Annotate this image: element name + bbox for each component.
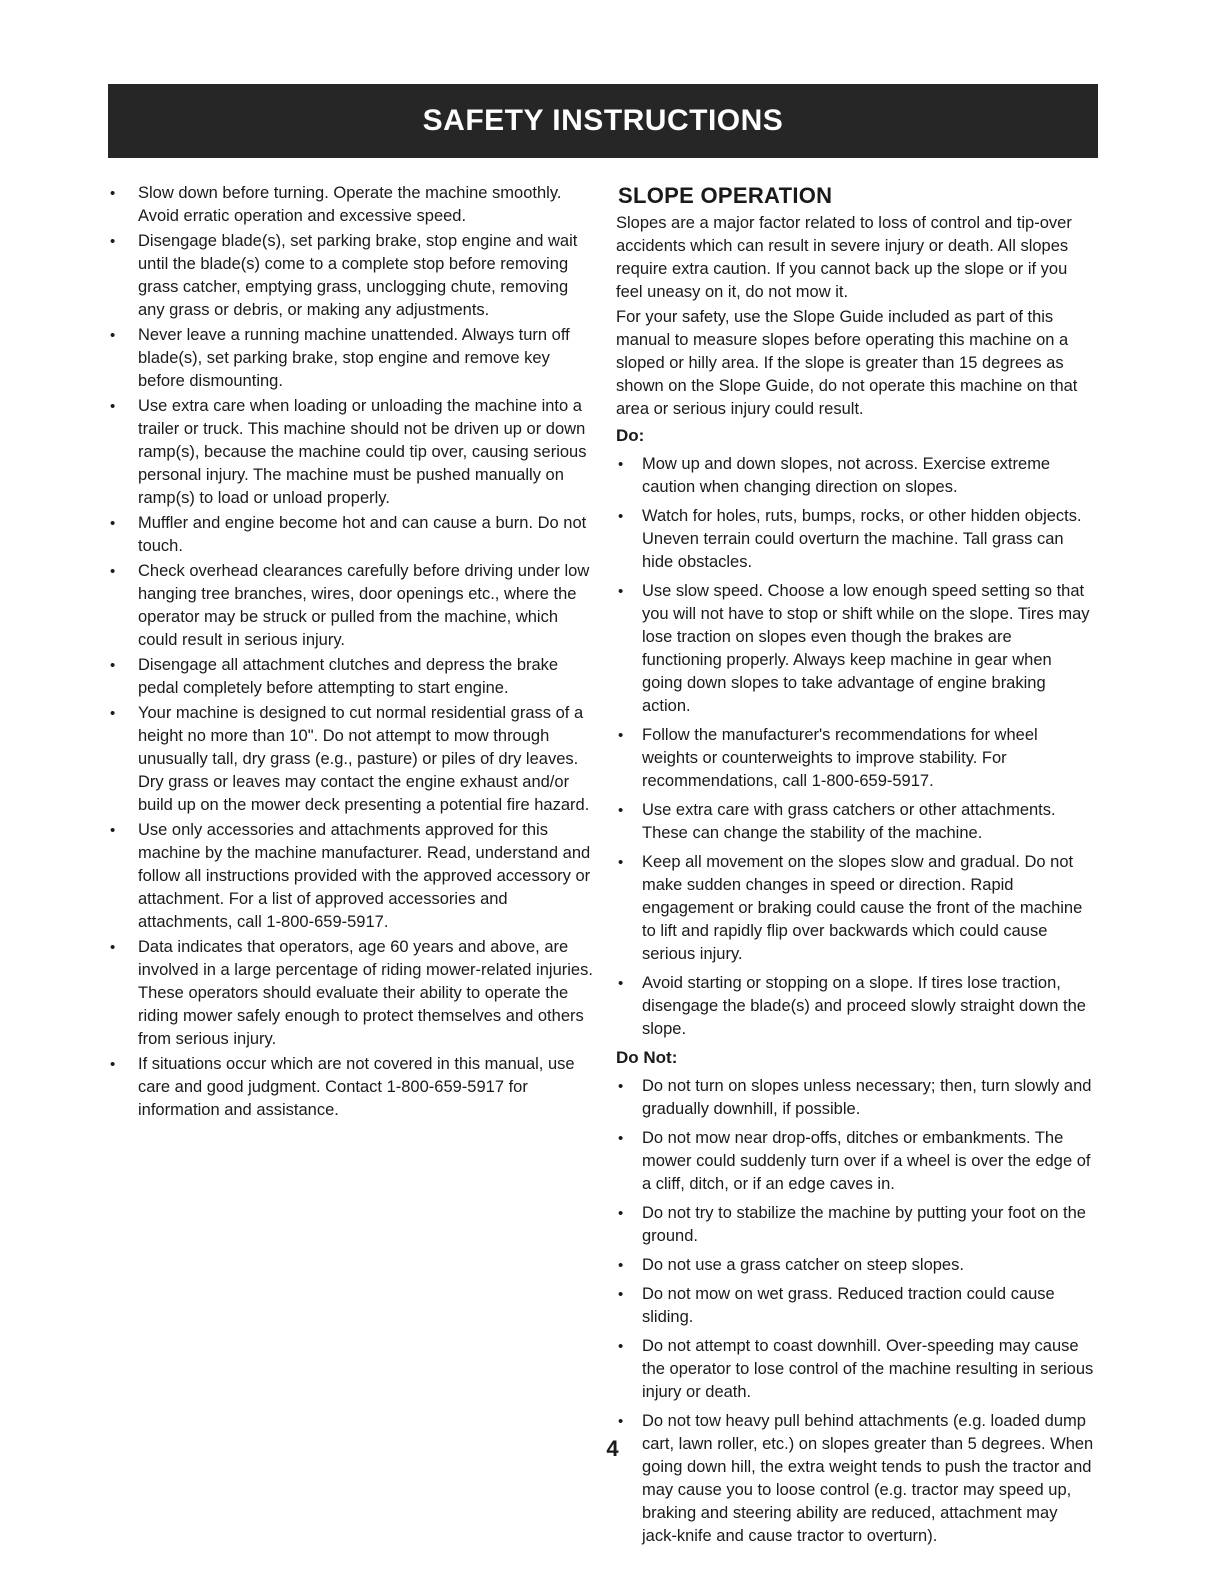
bullet-icon: • xyxy=(110,822,116,839)
list-item: • Do not mow near drop-offs, ditches or embankments. The mower could suddenly turn over if a wheel is over the edge of a cliff, ditch, or if an edge caves in. xyxy=(618,1129,1091,1193)
do-list xyxy=(612,453,1094,1041)
list-item: • Your machine is designed to cut normal residential grass of a height no more than 10". Do not attempt to mow through unusually tall, dry grass (e.g., pasture) or piles of dry leaves. Dry grass or leaves may contact the engine exhaust and/or build up on the mower deck presenting a potential fire hazard. xyxy=(110,704,590,814)
bullet-icon: • xyxy=(618,1130,624,1147)
bullet-icon: • xyxy=(618,508,624,525)
list-item: • Never leave a running machine unattended. Always turn off blade(s), set parking brake, stop engine and remove key before dismounting. xyxy=(110,326,570,390)
list-item: • Do not try to stabilize the machine by putting your foot on the ground. xyxy=(618,1204,1086,1245)
bullet-icon: • xyxy=(618,1257,624,1274)
right-column xyxy=(612,182,1094,1554)
safety-list xyxy=(100,182,595,1122)
list-item: • Do not turn on slopes unless necessary; then, turn slowly and gradually downhill, if possible. xyxy=(618,1077,1092,1118)
bullet-icon: • xyxy=(618,975,624,992)
list-item: • Use slow speed. Choose a low enough speed setting so that you will not have to stop or shift while on the slope. Tires may lose traction on slopes even though the brakes are functioning properly. Always keep machine in gear when going down slopes to take advantage of engine braking action. xyxy=(618,582,1090,715)
bullet-icon: • xyxy=(618,854,624,871)
list-item: • Do not use a grass catcher on steep slopes. xyxy=(612,1254,1094,1277)
list-item: • Watch for holes, ruts, bumps, rocks, or other hidden objects. Uneven terrain could overturn the machine. Tall grass can hide obstacles. xyxy=(618,507,1082,571)
list-item: • Keep all movement on the slopes slow and gradual. Do not make sudden changes in speed or direction. Rapid engagement or braking could cause the front of the machine to lift and rapidly flip over backwards which could cause serious injury. xyxy=(618,853,1083,963)
bullet-icon: • xyxy=(618,1338,624,1355)
page-number: 4 xyxy=(606,1436,619,1461)
do-not-heading: Do Not: xyxy=(616,1048,678,1067)
list-item: • Avoid starting or stopping on a slope. If tires lose traction, disengage the blade(s) and proceed slowly straight down the slope. xyxy=(618,974,1086,1038)
list-item: • Use extra care when loading or unloading the machine into a trailer or truck. This machine should not be driven up or down ramp(s), because the machine could tip over, causing serious personal injury. The machine must be pushed manually on ramp(s) to load or unload properly. xyxy=(110,397,587,507)
list-item: • Slow down before turning. Operate the machine smoothly. Avoid erratic operation and excessive speed. xyxy=(110,184,562,225)
bullet-icon: • xyxy=(110,185,116,202)
list-item: • Data indicates that operators, age 60 years and above, are involved in a large percentage of riding mower-related injuries. These operators should evaluate their ability to operate the riding mower safely enough to protect themselves and others from serious injury. xyxy=(110,938,593,1048)
intro-paragraph: For your safety, use the Slope Guide included as part of this manual to measure slopes before operating this machine on a sloped or hilly area. If the slope is greater than 15 degrees as shown on the Slope Guide, do not operate this machine on that area or serious injury could result. xyxy=(616,308,1078,418)
list-item: • Mow up and down slopes, not across. Exercise extreme caution when changing direction on slopes. xyxy=(618,455,1051,496)
bullet-icon: • xyxy=(618,1286,624,1303)
bullet-icon: • xyxy=(618,727,624,744)
left-column xyxy=(100,182,595,1124)
page-title: SAFETY INSTRUCTIONS xyxy=(422,104,784,137)
bullet-icon: • xyxy=(110,515,116,532)
bullet-icon: • xyxy=(618,456,624,473)
list-item: • Do not tow heavy pull behind attachments (e.g. loaded dump cart, lawn roller, etc.) on slopes greater than 5 degrees. When going down hill, the extra weight tends to push the tractor and may cause you to loose control (e.g. tractor may speed up, braking and steering ability are reduced, attachment may jack-knife and cause tractor to overturn). xyxy=(618,1412,1094,1545)
bullet-icon: • xyxy=(618,1413,624,1430)
slope-operation-heading: SLOPE OPERATION xyxy=(618,183,833,208)
bullet-icon: • xyxy=(110,327,116,344)
do-not-list xyxy=(612,1075,1094,1548)
list-item: • Do not attempt to coast downhill. Over-speeding may cause the operator to lose control of the machine resulting in serious injury or death. xyxy=(618,1337,1094,1401)
bullet-icon: • xyxy=(618,1205,624,1222)
list-item: • Use extra care with grass catchers or other attachments. These can change the stability of the machine. xyxy=(618,801,1056,842)
list-item: • Follow the manufacturer's recommendations for wheel weights or counterweights to improve stability. For recommendations, call 1-800-659-5917. xyxy=(618,726,1038,790)
list-item: • Use only accessories and attachments approved for this machine by the machine manufacturer. Read, understand and follow all instructions provided with the approved accessory or attachment. For a list of approved accessories and attachments, call 1-800-659-5917. xyxy=(110,821,591,931)
bullet-icon: • xyxy=(110,1056,116,1073)
list-item: • Disengage blade(s), set parking brake, stop engine and wait until the blade(s) come to a complete stop before removing grass catcher, emptying grass, unclogging chute, removing any grass or debris, or making any adjustments. xyxy=(110,232,578,319)
bullet-icon: • xyxy=(110,939,116,956)
list-item: • Muffler and engine become hot and can cause a burn. Do not touch. xyxy=(110,514,587,555)
bullet-icon: • xyxy=(618,802,624,819)
list-item: • Check overhead clearances carefully before driving under low hanging tree branches, wires, door openings etc., where the operator may be struck or pulled from the machine, which could result in serious injury. xyxy=(110,562,590,649)
list-item: • Disengage all attachment clutches and depress the brake pedal completely before attempting to start engine. xyxy=(110,656,559,697)
list-item: • If situations occur which are not covered in this manual, use care and good judgment. Contact 1-800-659-5917 for information and assistance. xyxy=(110,1055,575,1119)
bullet-icon: • xyxy=(618,1078,624,1095)
bullet-icon: • xyxy=(110,563,116,580)
header-banner xyxy=(108,84,1098,158)
bullet-icon: • xyxy=(110,233,116,250)
list-item: • Do not mow on wet grass. Reduced traction could cause sliding. xyxy=(618,1285,1055,1326)
bullet-icon: • xyxy=(618,583,624,600)
intro-paragraph: Slopes are a major factor related to loss of control and tip-over accidents which can result in severe injury or death. All slopes require extra caution. If you cannot back up the slope or if you feel uneasy on it, do not mow it. xyxy=(616,214,1072,301)
bullet-icon: • xyxy=(110,705,116,722)
bullet-icon: • xyxy=(110,398,116,415)
bullet-icon: • xyxy=(110,657,116,674)
do-heading: Do: xyxy=(616,426,645,445)
